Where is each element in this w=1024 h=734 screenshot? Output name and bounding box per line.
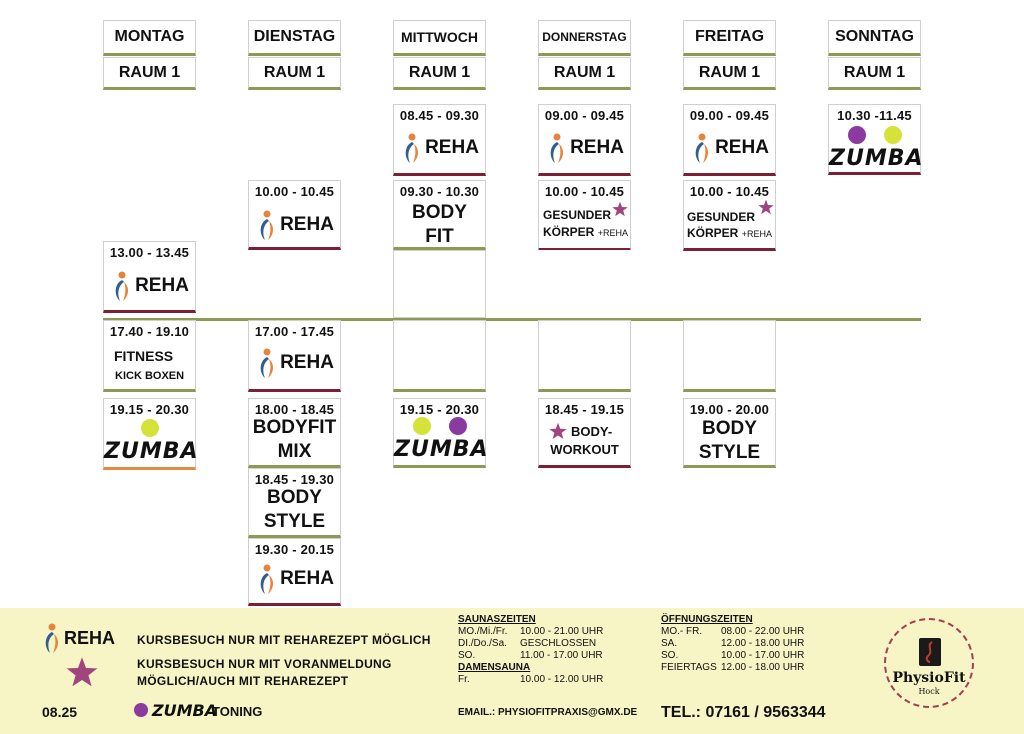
day-name: MONTAG [114, 28, 185, 45]
day-header-donnerstag [538, 20, 631, 56]
class-time: 09.30 - 10.30 [399, 184, 480, 199]
class-time: 17.00 - 17.45 [254, 324, 335, 339]
footer [0, 608, 1024, 734]
version-label: 08.25 [42, 704, 78, 720]
zumba-logo [104, 419, 199, 464]
class-title-2 [543, 225, 628, 239]
reha-logo [394, 132, 485, 164]
class-time: 19.15 - 20.30 [109, 402, 190, 417]
reha-logo [249, 347, 340, 379]
class-time: 18.45 - 19.30 [254, 472, 335, 487]
legend-zumba-text: TONING [212, 704, 263, 719]
day-name: DIENSTAG [253, 28, 336, 45]
day-name: MITTWOCH [401, 29, 478, 45]
room-dienstag [248, 57, 341, 90]
class-time: 09.00 - 09.45 [544, 108, 625, 123]
zumba-ball-icon [141, 419, 159, 437]
reha-figure-icon [255, 209, 277, 241]
class-card-do-gesunder-koerper[interactable] [538, 180, 631, 251]
day-name: SONNTAG [835, 28, 914, 45]
brand-sub: Hock [918, 687, 940, 696]
room-donnerstag [538, 57, 631, 90]
class-card-mo-fitness[interactable] [103, 320, 196, 392]
class-time: 09.00 - 09.45 [689, 108, 770, 123]
reha-label: REHA [280, 568, 334, 589]
class-time: 10.00 - 10.45 [254, 184, 335, 199]
opening-hours [661, 614, 804, 674]
class-time: 19.30 - 20.15 [254, 542, 335, 557]
reha-logo [539, 132, 630, 164]
zumba-word: ZUMBA [829, 146, 924, 171]
zumba-logo [394, 417, 489, 462]
class-time: 19.00 - 20.00 [689, 402, 770, 417]
reha-figure-icon [545, 132, 567, 164]
class-title-2: STYLE [263, 511, 326, 532]
reha-logo [684, 132, 775, 164]
legend-zumba-label: ZUMBA [152, 701, 218, 720]
class-time: 08.45 - 09.30 [399, 108, 480, 123]
zumba-ball-icon [884, 126, 902, 144]
zumba-word: ZUMBA [104, 439, 199, 464]
zumba-ball-icon [449, 417, 467, 435]
class-time: 18.45 - 19.15 [544, 402, 625, 417]
reha-logo [249, 563, 340, 595]
sauna-hours-value: 11.00 - 17.00 UHR [520, 650, 603, 661]
class-title-line2: KÖRPER [687, 226, 739, 240]
class-title: BODY [267, 487, 322, 508]
day-header-freitag [683, 20, 776, 56]
opening-day: MO.- FR. [661, 626, 703, 637]
class-title: BODY [702, 418, 757, 439]
sauna-hours-value: GESCHLOSSEN [520, 638, 597, 649]
class-time: 10.30 -11.45 [837, 108, 912, 123]
day-name: DONNERSTAG [542, 30, 627, 44]
legend-star-text-2: MÖGLICH/AUCH MIT REHAREZEPT [137, 674, 349, 688]
sauna-day: MO./Mi./Fr. [458, 626, 508, 637]
opening-hours-value: 12.00 - 18.00 UHR [721, 638, 805, 649]
zumba-ball-icon [413, 417, 431, 435]
day-header-sonntag [828, 20, 921, 56]
class-title: BODY [412, 202, 467, 223]
sauna-hours-value: 10.00 - 21.00 UHR [520, 626, 604, 637]
class-time: 19.15 - 20.30 [399, 402, 480, 417]
sauna-day: DI./Do./Sa. [458, 638, 507, 649]
brand-mark-icon [919, 638, 941, 666]
class-title: BODYFIT [252, 417, 337, 438]
class-title: GESUNDER [543, 208, 612, 222]
legend-reha-label: REHA [64, 628, 116, 648]
class-card-fr-body-style[interactable] [683, 398, 776, 468]
day-header-dienstag [248, 20, 341, 56]
reha-figure-icon [400, 132, 422, 164]
class-card-mi-body-fit[interactable] [393, 180, 486, 250]
class-title: FITNESS [114, 348, 174, 364]
zumba-ball-icon [848, 126, 866, 144]
room-sonntag [828, 57, 921, 90]
zumba-logo [829, 126, 924, 171]
room-label: RAUM 1 [553, 63, 616, 81]
empty-slot [393, 250, 486, 318]
opening-day: SA. [661, 638, 678, 649]
room-label: RAUM 1 [698, 63, 761, 81]
room-label: RAUM 1 [263, 63, 326, 81]
class-time: 13.00 - 13.45 [109, 245, 190, 260]
reha-label: REHA [425, 137, 479, 158]
opening-hours-value: 08.00 - 22.00 UHR [721, 626, 805, 637]
sauna-day: Fr. [458, 674, 470, 685]
reha-suffix: +REHA [597, 228, 628, 238]
empty-slot [538, 320, 631, 392]
class-time: 10.00 - 10.45 [689, 184, 770, 199]
sauna-title: SAUNASZEITEN [458, 614, 536, 625]
class-card-di-reha-1[interactable] [248, 180, 341, 250]
class-time: 18.00 - 18.45 [254, 402, 335, 417]
class-card-do-body-workout[interactable] [538, 398, 631, 468]
class-title: GESUNDER [687, 210, 756, 224]
class-card-mi-reha[interactable] [393, 104, 486, 176]
reha-label: REHA [570, 137, 624, 158]
damensauna-title: DAMENSAUNA [458, 662, 531, 673]
class-card-mo-zumba[interactable] [103, 398, 199, 470]
class-title: BODY- [571, 424, 613, 439]
class-card-di-body-style[interactable] [248, 468, 341, 538]
opening-title: ÖFFNUNGSZEITEN [661, 614, 753, 625]
sauna-hours-value: 10.00 - 12.00 UHR [520, 674, 604, 685]
room-label: RAUM 1 [118, 63, 181, 81]
legend-star-text-1: KURSBESUCH NUR MIT VORANMELDUNG [137, 657, 392, 671]
reha-label: REHA [280, 214, 334, 235]
class-card-di-bodyfit-mix[interactable] [248, 398, 341, 468]
class-title-2 [687, 226, 772, 240]
room-montag [103, 57, 196, 90]
class-time: 17.40 - 19.10 [109, 324, 190, 339]
class-card-fr-gesunder-koerper[interactable] [683, 180, 776, 251]
room-mittwoch [393, 57, 486, 90]
class-title-2: STYLE [698, 442, 761, 463]
class-card-mi-zumba[interactable] [393, 398, 489, 468]
reha-logo [249, 209, 340, 241]
class-title-line2: KÖRPER [543, 225, 595, 239]
reha-figure-icon [255, 347, 277, 379]
day-header-mittwoch [393, 20, 486, 56]
legend-reha-text: KURSBESUCH NUR MIT REHAREZEPT MÖGLICH [137, 633, 431, 647]
class-card-di-reha-2[interactable] [248, 320, 341, 392]
class-subtitle: KICK BOXEN [115, 370, 185, 382]
zumba-ball-icon [134, 703, 148, 717]
opening-day: SO. [661, 650, 679, 661]
class-title-2: MIX [277, 441, 312, 462]
reha-logo [104, 270, 195, 302]
opening-hours-value: 12.00 - 18.00 UHR [721, 662, 805, 673]
opening-hours-value: 10.00 - 17.00 UHR [721, 650, 805, 661]
email-link[interactable]: EMAIL.: PHYSIOFITPRAXIS@GMX.DE [458, 707, 638, 718]
reha-figure-icon [255, 563, 277, 595]
star-icon [758, 199, 774, 215]
class-card-fr-reha[interactable] [683, 104, 776, 176]
room-label: RAUM 1 [843, 63, 906, 81]
class-time: 10.00 - 10.45 [544, 184, 625, 199]
class-title-2: WORKOUT [550, 442, 619, 457]
star-icon [66, 656, 98, 688]
class-title-2: FIT [425, 226, 454, 247]
class-card-so-zumba[interactable] [828, 104, 924, 175]
day-name: FREITAG [694, 28, 765, 45]
room-freitag [683, 57, 776, 90]
brand-name: PhysioFit [892, 670, 966, 686]
opening-day: FEIERTAGS [661, 662, 717, 673]
empty-slot [393, 320, 486, 392]
reha-label: REHA [135, 275, 189, 296]
reha-label: REHA [715, 137, 769, 158]
afternoon-divider [103, 318, 921, 321]
class-card-mo-reha[interactable] [103, 241, 196, 313]
day-header-montag [103, 20, 196, 56]
phone-number[interactable]: TEL.: 07161 / 9563344 [661, 704, 826, 721]
star-icon [612, 201, 628, 217]
class-card-di-reha-3[interactable] [248, 538, 341, 606]
empty-slot [538, 250, 631, 318]
star-icon [549, 422, 567, 440]
reha-figure-icon [110, 270, 132, 302]
sauna-day: SO. [458, 650, 476, 661]
room-label: RAUM 1 [408, 63, 471, 81]
zumba-word: ZUMBA [394, 437, 489, 462]
empty-slot [683, 320, 776, 392]
reha-suffix: +REHA [741, 229, 772, 239]
reha-figure-icon [690, 132, 712, 164]
class-card-do-reha[interactable] [538, 104, 631, 176]
sauna-hours [458, 614, 603, 686]
reha-figure-icon [40, 622, 62, 654]
brand-logo [884, 618, 974, 708]
reha-label: REHA [280, 352, 334, 373]
